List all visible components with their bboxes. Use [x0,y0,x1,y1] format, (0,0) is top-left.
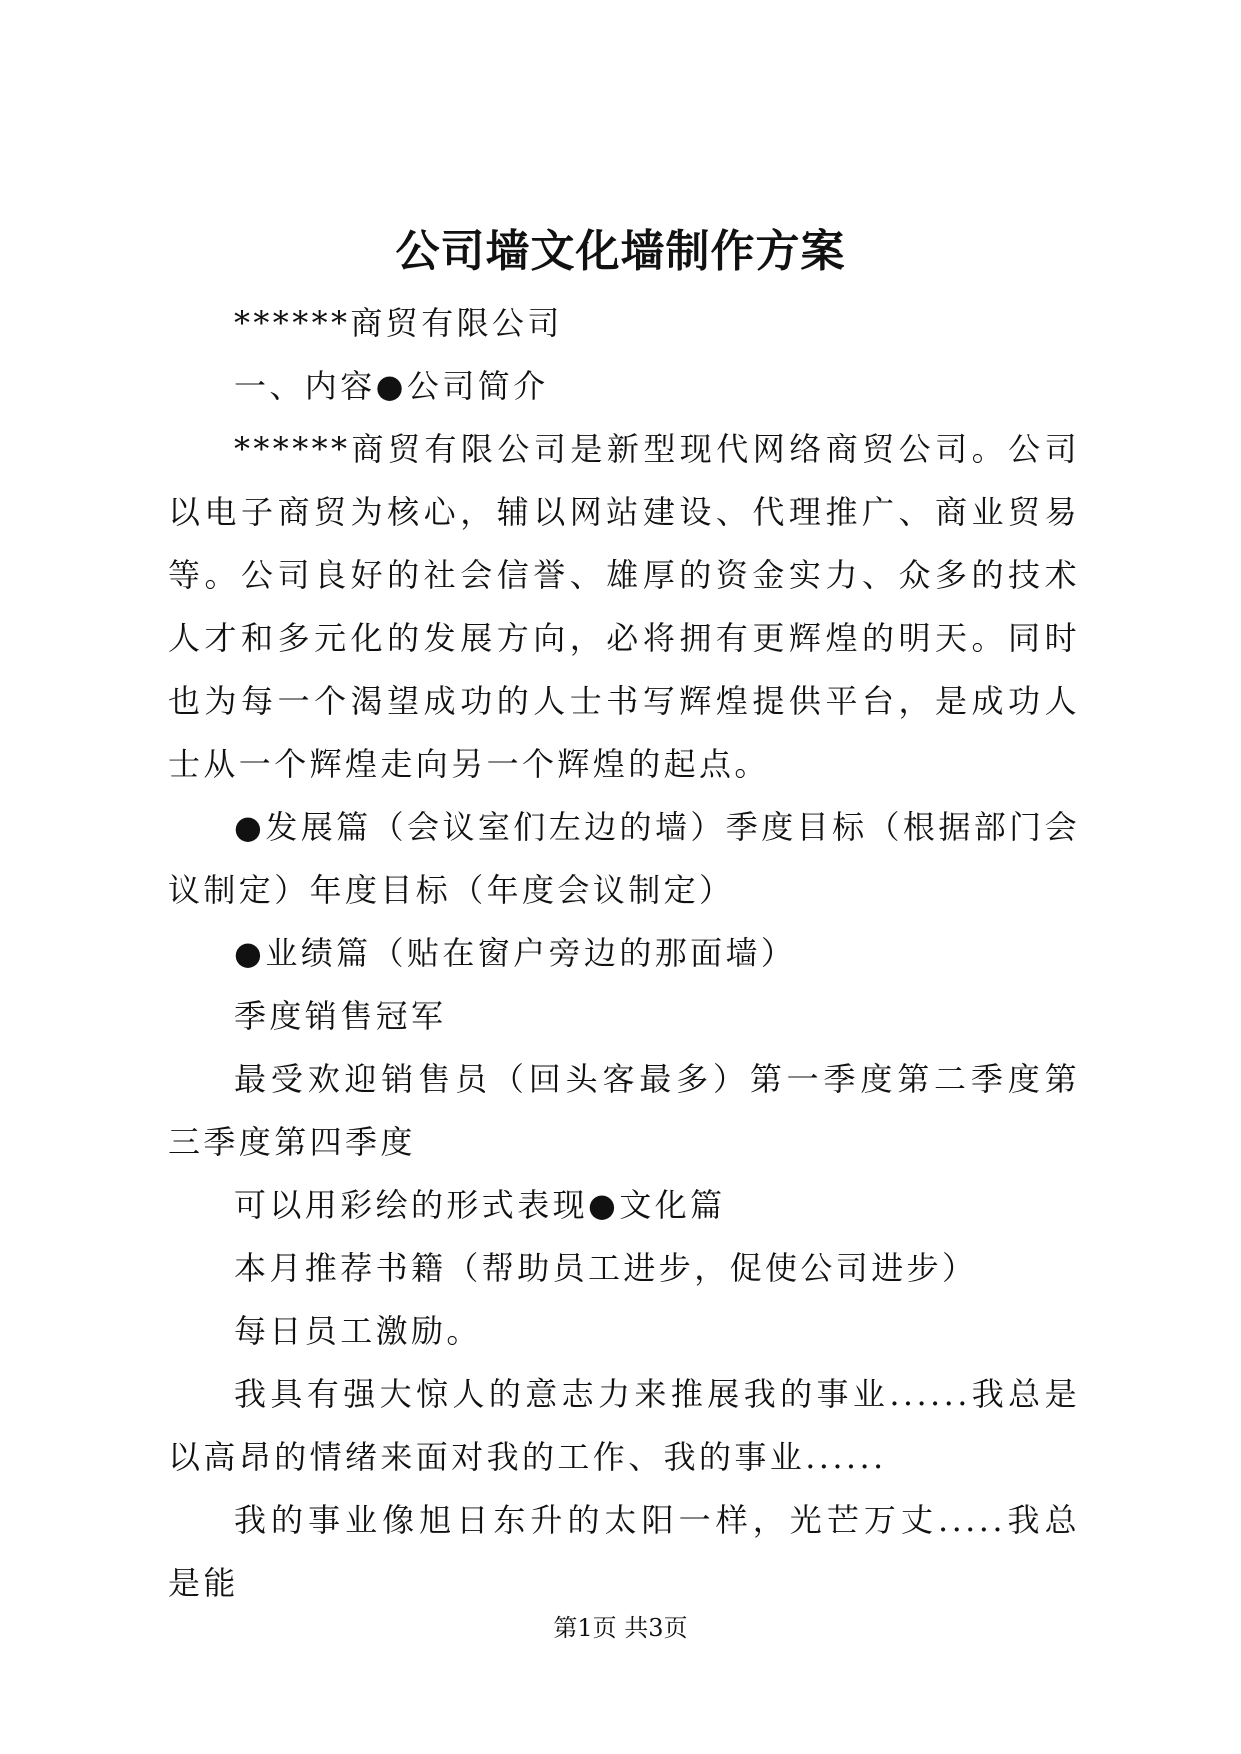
document-body [168,292,1080,1615]
performance-section-heading: ●业绩篇（贴在窗户旁边的那面墙） [234,934,797,972]
company-name-line: ******商贸有限公司 [234,304,563,342]
page-number-label: 第1页 共3页 [553,1614,688,1642]
page-footer [0,1612,1241,1644]
motivation-paragraph-1: 我具有强大惊人的意志力来推展我的事业......我总是以高昂的情绪来面对我的工作、我的事业...... [168,1375,1080,1476]
popular-salesperson-paragraph: 最受欢迎销售员（回头客最多）第一季度第二季度第三季度第四季度 [168,1060,1080,1161]
culture-section-line: 可以用彩绘的形式表现●文化篇 [234,1186,726,1224]
recommended-books-line: 本月推荐书籍（帮助员工进步，促使公司进步） [234,1249,978,1287]
document-title: 公司墙文化墙制作方案 [395,226,846,277]
daily-motivation-line: 每日员工激励。 [234,1312,482,1350]
motivation-paragraph-2: 我的事业像旭日东升的太阳一样，光芒万丈.....我总是能 [168,1501,1080,1602]
quarterly-champion-line: 季度销售冠军 [234,997,447,1035]
development-section-paragraph: ●发展篇（会议室们左边的墙）季度目标（根据部门会议制定）年度目标（年度会议制定） [168,808,1080,909]
company-intro-paragraph: ******商贸有限公司是新型现代网络商贸公司。公司以电子商贸为核心，辅以网站建设、代理推广、商业贸易等。公司良好的社会信誉、雄厚的资金实力、众多的技术人才和多元化的发展方向，必将拥有更辉煌的明天。同时也为每一个渴望成功的人士书写辉煌提供平台，是成功人士从一个辉煌走向另一个辉煌的起点。 [168,430,1080,783]
section-heading-content: 一、内容●公司简介 [234,367,549,405]
